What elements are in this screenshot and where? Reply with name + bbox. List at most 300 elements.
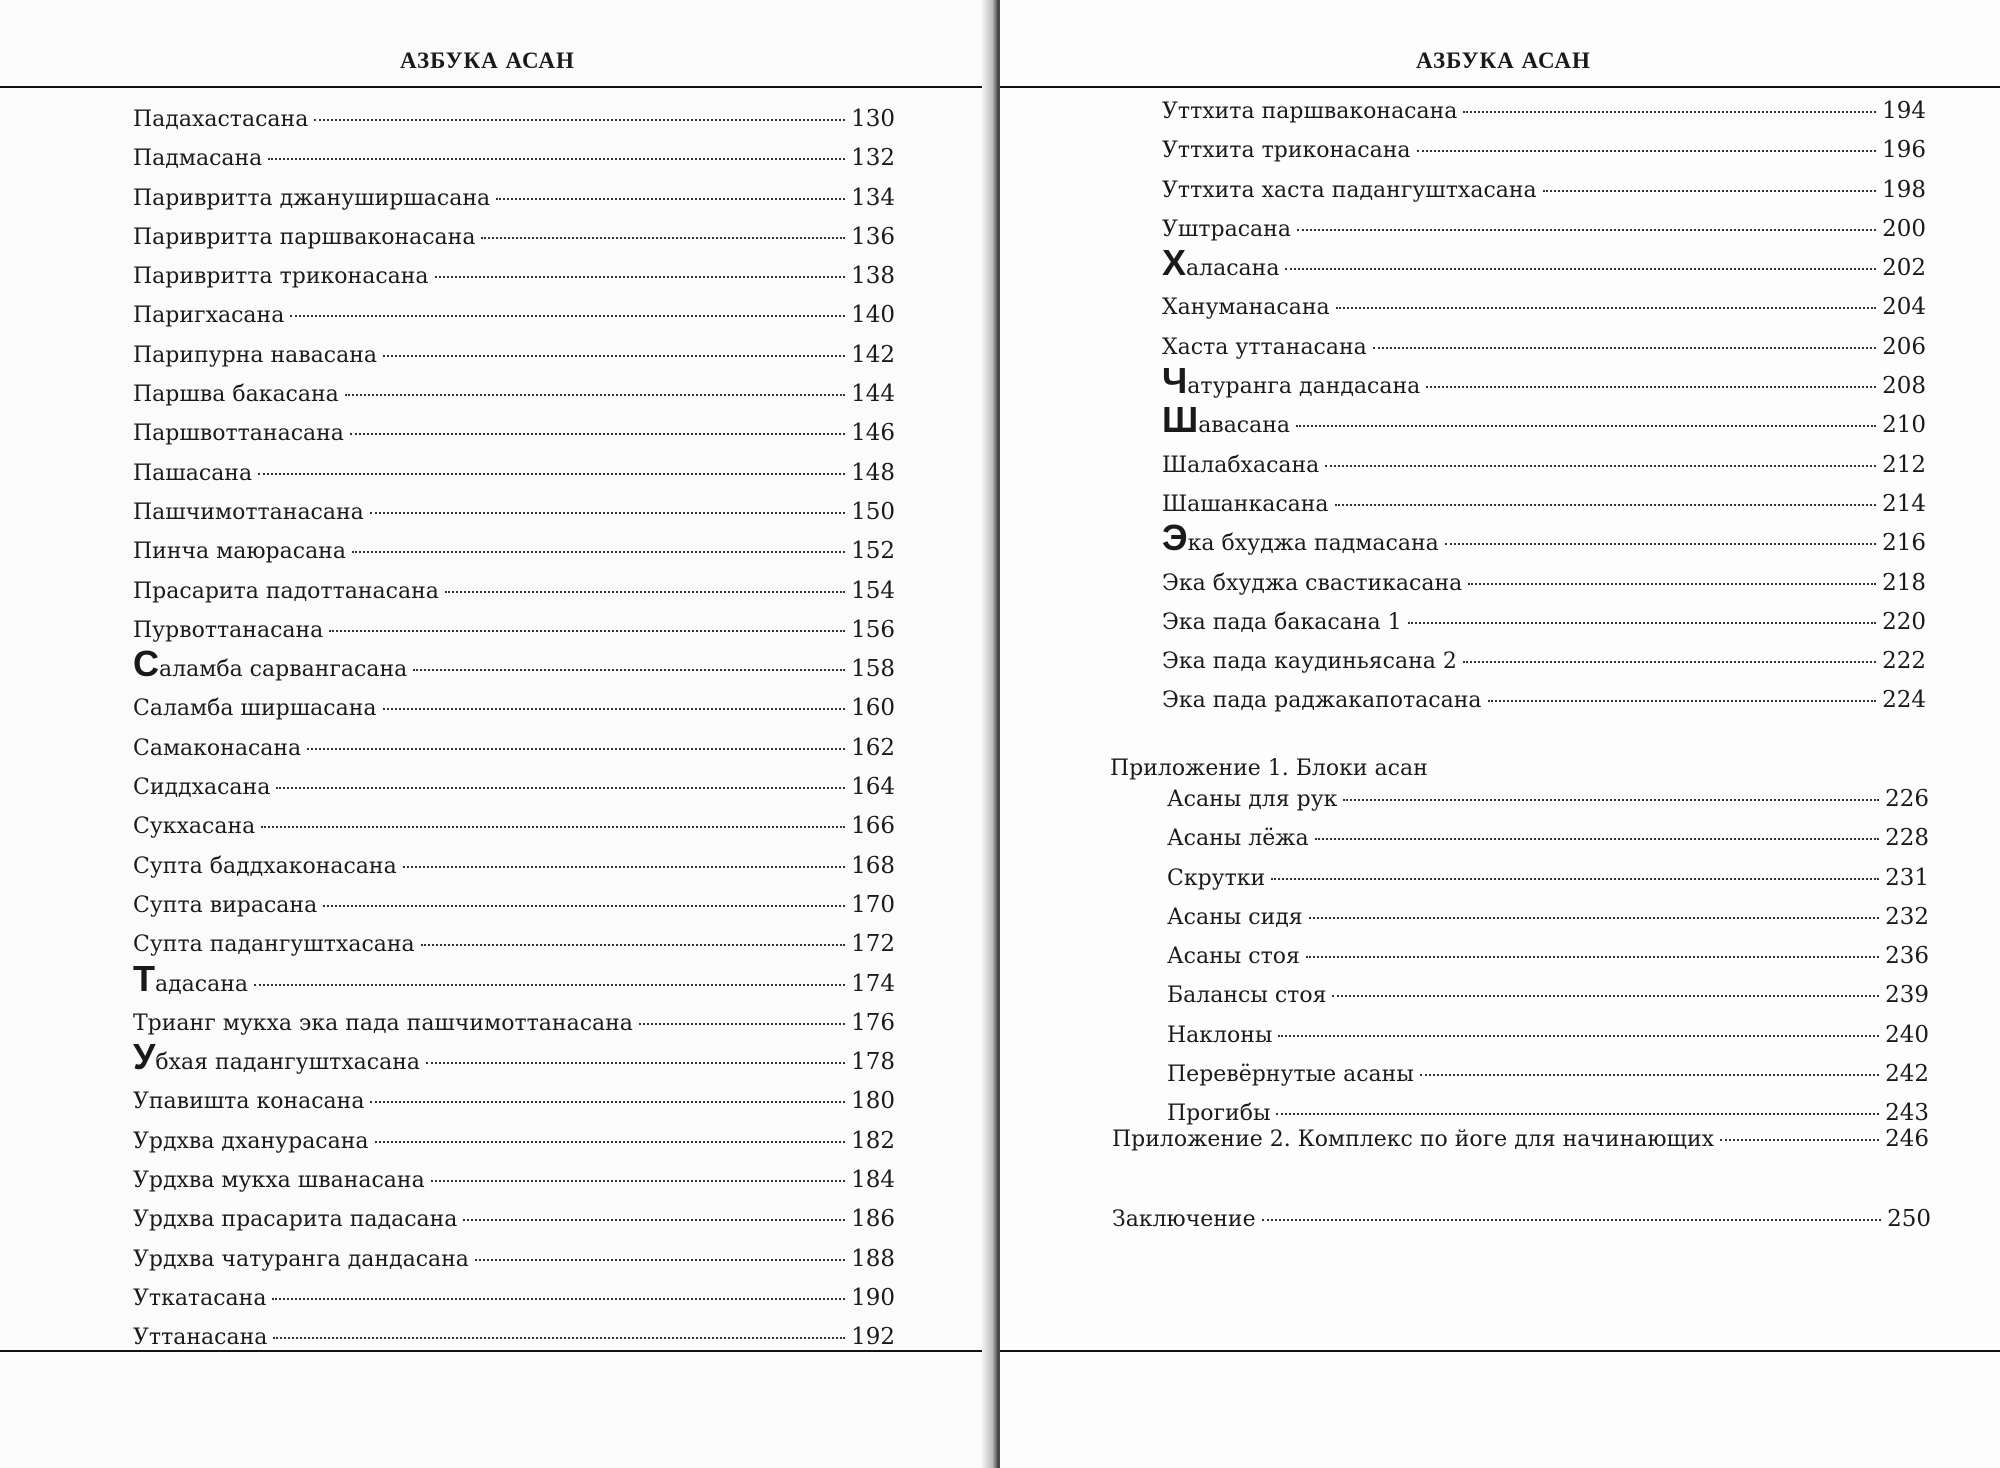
appendix2-label: Приложение 2. Комплекс по йоге для начинающих xyxy=(1112,1127,1715,1152)
toc-entry-page: 239 xyxy=(1885,982,1929,1009)
toc-entry-title xyxy=(133,376,339,414)
toc-entry-page: 158 xyxy=(851,656,895,683)
toc-entry-page: 210 xyxy=(1882,412,1926,439)
dot-leader xyxy=(435,276,846,278)
toc-entry-text: Уттанасана xyxy=(133,1325,268,1351)
dot-leader xyxy=(426,1062,845,1064)
toc-entry-text: Супта падангуштхасана xyxy=(133,932,415,958)
toc-entry-page: 228 xyxy=(1885,825,1929,852)
toc-entry-page: 204 xyxy=(1882,294,1926,321)
toc-entry-page: 132 xyxy=(851,145,895,172)
toc-entry-title xyxy=(133,957,248,1004)
dot-leader xyxy=(403,866,845,868)
toc-entry-page: 138 xyxy=(851,263,895,290)
toc-entry-page: 218 xyxy=(1882,569,1926,596)
drop-capital: С xyxy=(133,643,159,685)
dot-leader xyxy=(375,1141,846,1143)
toc-entry-text: Эка пада каудиньясана 2 xyxy=(1162,649,1457,675)
toc-entry xyxy=(133,414,895,453)
dot-leader xyxy=(290,315,845,317)
toc-entry xyxy=(133,1082,895,1121)
toc-entry-page: 220 xyxy=(1882,608,1926,635)
toc-entry-text: Трианг мукха эка пада пашчимоттанасана xyxy=(133,1010,633,1036)
toc-entry-page: 148 xyxy=(851,459,895,486)
dot-leader xyxy=(1343,799,1879,801)
conclusion-entry xyxy=(1112,1206,1931,1232)
toc-entry xyxy=(1162,564,1926,603)
toc-entry xyxy=(133,532,895,571)
dot-leader xyxy=(268,158,845,160)
toc-entry-title xyxy=(133,1083,364,1121)
appendix1-title-text: Приложение 1. Блоки асан xyxy=(1110,756,1428,781)
toc-entry-text: Сиддхасана xyxy=(133,775,271,801)
toc-entry xyxy=(1167,859,1929,898)
toc-entry-title xyxy=(133,297,284,335)
toc-entry-text: Асаны лёжа xyxy=(1167,826,1309,852)
toc-entry xyxy=(133,257,895,296)
toc-entry-text: Падмасана xyxy=(133,146,263,172)
toc-entry-title xyxy=(1167,820,1309,858)
toc-entry-title xyxy=(133,1280,266,1318)
toc-entry-page: 208 xyxy=(1882,373,1926,400)
drop-capital: Х xyxy=(1162,242,1187,284)
toc-entry-text: Прасарита падоттанасана xyxy=(133,578,439,604)
toc-entry-page: 222 xyxy=(1882,648,1926,675)
toc-entry-page: 196 xyxy=(1882,137,1926,164)
appendix2-page: 246 xyxy=(1885,1126,1929,1152)
toc-entry-page: 174 xyxy=(851,970,895,997)
toc-entry xyxy=(133,925,895,964)
toc-entry xyxy=(1162,642,1926,681)
drop-capital: Э xyxy=(1162,517,1188,559)
toc-entry xyxy=(133,179,895,218)
toc-entry-title xyxy=(133,1162,425,1200)
toc-entry-title xyxy=(1167,860,1265,898)
dot-leader xyxy=(1463,111,1876,113)
header-rule-right xyxy=(1000,86,2000,88)
toc-entry-page: 152 xyxy=(851,538,895,565)
toc-entry xyxy=(133,1036,895,1082)
toc-entry-text: Асаны сидя xyxy=(1167,904,1303,930)
toc-entry xyxy=(1162,517,1926,563)
appendix1-list xyxy=(1167,780,1929,1134)
toc-entry xyxy=(133,1161,895,1200)
toc-entry-text: авасана xyxy=(1198,413,1291,439)
toc-entry-page: 134 xyxy=(851,184,895,211)
toc-entry xyxy=(133,218,895,257)
dot-leader xyxy=(307,748,845,750)
toc-entry xyxy=(133,689,895,728)
toc-entry-page: 178 xyxy=(851,1049,895,1076)
toc-entry-title xyxy=(1162,517,1439,563)
toc-entry xyxy=(1162,131,1926,170)
dot-leader xyxy=(383,708,846,710)
dot-leader xyxy=(1543,190,1876,192)
toc-entry-page: 156 xyxy=(851,616,895,643)
toc-entry-text: Шашанкасана xyxy=(1162,491,1329,517)
dot-leader xyxy=(329,630,845,632)
dot-leader xyxy=(1296,425,1876,427)
toc-entry-title xyxy=(133,101,308,139)
toc-entry xyxy=(133,1240,895,1279)
toc-entry-title xyxy=(133,612,323,650)
toc-entry-title xyxy=(1162,360,1421,406)
dot-leader xyxy=(1445,543,1876,545)
toc-entry-title xyxy=(133,887,317,925)
toc-entry xyxy=(133,729,895,768)
dot-leader xyxy=(1297,229,1876,231)
toc-entry xyxy=(1162,360,1926,406)
toc-entry-page: 136 xyxy=(851,223,895,250)
toc-entry-title xyxy=(133,1201,457,1239)
toc-entry xyxy=(133,807,895,846)
toc-entry xyxy=(1162,171,1926,210)
toc-entry-title xyxy=(133,1005,633,1043)
dot-leader xyxy=(1417,150,1877,152)
dot-leader xyxy=(261,826,845,828)
toc-entry-page: 216 xyxy=(1882,530,1926,557)
toc-entry-page: 182 xyxy=(851,1127,895,1154)
toc-entry-page: 184 xyxy=(851,1167,895,1194)
toc-entry xyxy=(1162,485,1926,524)
dot-leader xyxy=(254,984,845,986)
toc-entry-page: 243 xyxy=(1885,1100,1929,1127)
dot-leader xyxy=(431,1180,845,1182)
toc-entry-page: 164 xyxy=(851,774,895,801)
drop-capital: У xyxy=(133,1036,156,1078)
toc-entry-text: Упавишта конасана xyxy=(133,1089,365,1115)
toc-entry xyxy=(133,643,895,689)
toc-entry xyxy=(1167,780,1929,819)
toc-entry-page: 144 xyxy=(851,381,895,408)
dot-leader xyxy=(1408,622,1877,624)
toc-entry-title xyxy=(1167,781,1337,819)
toc-entry-text: Пурвоттанасана xyxy=(133,617,324,643)
toc-entry xyxy=(133,493,895,532)
toc-entry-page: 192 xyxy=(851,1324,895,1351)
toc-entry-title xyxy=(1162,242,1280,288)
dot-leader xyxy=(1276,1113,1879,1115)
toc-entry-title xyxy=(1162,172,1537,210)
toc-entry xyxy=(133,336,895,375)
toc-entry-text: Уттхита паршваконасана xyxy=(1162,99,1458,124)
dot-leader xyxy=(1488,700,1877,702)
toc-entry-title xyxy=(133,1241,469,1279)
toc-entry-page: 186 xyxy=(851,1206,895,1233)
toc-entry-page: 188 xyxy=(851,1245,895,1272)
toc-entry-title xyxy=(133,455,252,493)
toc-entry-title xyxy=(1162,643,1457,681)
toc-entry-page: 170 xyxy=(851,891,895,918)
toc-entry-page: 226 xyxy=(1885,786,1929,812)
toc-entry-page: 198 xyxy=(1882,176,1926,203)
toc-entry xyxy=(1162,210,1926,249)
toc-entry-text: Паршвоттанасана xyxy=(133,421,344,447)
dot-leader xyxy=(1306,956,1879,958)
toc-entry-page: 200 xyxy=(1882,215,1926,242)
dot-leader xyxy=(413,669,845,671)
drop-capital: Т xyxy=(133,957,155,999)
toc-entry-title xyxy=(133,180,490,218)
toc-entry-text: Эка пада раджакапотасана xyxy=(1162,688,1482,714)
dot-leader xyxy=(1315,838,1879,840)
dot-leader xyxy=(481,237,845,239)
dot-leader xyxy=(370,1101,845,1103)
toc-entry-title xyxy=(1162,132,1411,170)
toc-entry-text: Пашасана xyxy=(133,460,253,486)
dot-leader xyxy=(445,591,845,593)
toc-entry-title xyxy=(133,258,429,296)
dot-leader xyxy=(350,433,845,435)
toc-entry-title xyxy=(133,415,344,453)
header-rule-left xyxy=(0,86,985,88)
toc-entry-page: 202 xyxy=(1882,255,1926,282)
toc-entry-page: 146 xyxy=(851,420,895,447)
conclusion-label: Заключение xyxy=(1112,1207,1256,1232)
toc-entry-title xyxy=(1167,977,1326,1015)
toc-entry-text: Супта баддхаконасана xyxy=(133,853,397,879)
toc-entry-page: 231 xyxy=(1885,864,1929,891)
toc-entry-text: Асаны стоя xyxy=(1167,944,1300,970)
toc-entry-text: Пинча маюрасана xyxy=(133,539,346,565)
toc-entry-page: 240 xyxy=(1885,1021,1929,1048)
toc-entry-text: Падахастасана xyxy=(133,107,309,132)
toc-entry-title xyxy=(1162,329,1367,367)
toc-entry xyxy=(133,611,895,650)
dot-leader xyxy=(1373,347,1876,349)
toc-entry xyxy=(1167,937,1929,976)
toc-entry xyxy=(1162,399,1926,445)
toc-entry-text: Супта вирасана xyxy=(133,892,318,918)
toc-entry-text: Эка пада бакасана 1 xyxy=(1162,609,1402,635)
dot-leader xyxy=(1271,878,1879,880)
toc-entry-text: Сукхасана xyxy=(133,814,256,840)
toc-entry xyxy=(133,375,895,414)
toc-entry xyxy=(1162,242,1926,288)
dot-leader xyxy=(1468,583,1876,585)
dot-leader xyxy=(1720,1139,1879,1141)
dot-leader xyxy=(383,355,845,357)
toc-entry xyxy=(1162,681,1926,720)
toc-entry-title xyxy=(133,573,439,611)
toc-entry-text: Асаны для рук xyxy=(1167,787,1338,812)
toc-entry xyxy=(1167,898,1929,937)
dot-leader xyxy=(1309,917,1879,919)
toc-entry-text: Паригхасана xyxy=(133,303,285,329)
toc-entry-title xyxy=(133,533,346,571)
dot-leader xyxy=(1278,1035,1879,1037)
footer-rule-right xyxy=(1000,1350,2000,1352)
dot-leader xyxy=(323,905,845,907)
toc-entry-text: Пашчимоттанасана xyxy=(133,499,364,525)
toc-entry xyxy=(1162,603,1926,642)
toc-entry-title xyxy=(1162,93,1457,131)
dot-leader xyxy=(496,198,845,200)
dot-leader xyxy=(1285,268,1876,270)
toc-entry xyxy=(133,572,895,611)
toc-entry-text: бхая падангуштхасана xyxy=(155,1050,420,1076)
toc-entry xyxy=(133,296,895,335)
toc-entry-text: Паршва бакасана xyxy=(133,382,339,408)
dot-leader xyxy=(1463,661,1876,663)
dot-leader xyxy=(1336,307,1876,309)
toc-entry-text: Паривритта паршваконасана xyxy=(133,224,476,250)
toc-entry-page: 206 xyxy=(1882,333,1926,360)
toc-entry-title xyxy=(1167,938,1300,976)
toc-entry xyxy=(1167,1016,1929,1055)
toc-entry xyxy=(1167,1055,1929,1094)
toc-entry-text: Урдхва дханурасана xyxy=(133,1128,369,1154)
toc-entry-text: Саламба ширшасана xyxy=(133,696,377,722)
left-page xyxy=(0,0,990,1468)
toc-entry-text: Наклоны xyxy=(1167,1022,1273,1048)
toc-entry-title xyxy=(133,643,408,689)
toc-entry-title xyxy=(133,926,415,964)
toc-entry-page: 236 xyxy=(1885,943,1929,970)
toc-entry xyxy=(133,1200,895,1239)
dot-leader xyxy=(639,1023,845,1025)
toc-entry xyxy=(133,768,895,807)
toc-entry-text: Уттхита хаста падангуштхасана xyxy=(1162,177,1537,203)
dot-leader xyxy=(1332,995,1879,997)
toc-entry-title xyxy=(1167,1056,1414,1094)
toc-entry xyxy=(1162,446,1926,485)
right-page xyxy=(1000,0,2000,1468)
toc-entry-text: Шалабхасана xyxy=(1162,452,1320,478)
toc-entry-title xyxy=(133,690,377,728)
toc-entry-page: 194 xyxy=(1882,98,1926,124)
toc-entry-text: Паривритта триконасана xyxy=(133,264,429,290)
toc-entry-title xyxy=(1162,289,1330,327)
toc-entry-text: Самаконасана xyxy=(133,735,302,761)
footer-rule-left xyxy=(0,1350,985,1352)
toc-entry-title xyxy=(1162,447,1319,485)
dot-leader xyxy=(273,1337,845,1339)
toc-entry xyxy=(133,1279,895,1318)
toc-entry-page: 180 xyxy=(851,1088,895,1115)
toc-entry-page: 232 xyxy=(1885,903,1929,930)
toc-entry xyxy=(1162,288,1926,327)
conclusion-page: 250 xyxy=(1887,1206,1931,1232)
toc-entry-page: 140 xyxy=(851,302,895,329)
toc-entry-title xyxy=(1167,1017,1272,1055)
dot-leader xyxy=(1325,465,1876,467)
dot-leader xyxy=(1426,386,1876,388)
dot-leader xyxy=(1420,1074,1879,1076)
toc-entry-page: 242 xyxy=(1885,1061,1929,1088)
toc-entry-page: 190 xyxy=(851,1284,895,1311)
toc-entry-text: Урдхва прасарита падасана xyxy=(133,1207,458,1233)
drop-capital: Ч xyxy=(1162,360,1188,402)
dot-leader xyxy=(345,394,845,396)
toc-entry xyxy=(133,1122,895,1161)
dot-leader xyxy=(314,119,845,121)
dot-leader xyxy=(1335,504,1877,506)
toc-entry-title xyxy=(1162,682,1482,720)
toc-entry-text: Прогибы xyxy=(1167,1101,1271,1127)
toc-entry xyxy=(1162,328,1926,367)
dot-leader xyxy=(463,1219,845,1221)
toc-entry-page: 142 xyxy=(851,341,895,368)
dot-leader xyxy=(421,944,845,946)
toc-entry-page: 212 xyxy=(1882,451,1926,478)
dot-leader xyxy=(475,1259,845,1261)
toc-entry-page: 176 xyxy=(851,1009,895,1036)
toc-entry-title xyxy=(1162,565,1462,603)
toc-entry-title xyxy=(133,494,364,532)
toc-entry-page: 172 xyxy=(851,931,895,958)
dot-leader xyxy=(1262,1219,1881,1221)
toc-entry-text: Эка бхуджа свастикасана xyxy=(1162,570,1463,596)
toc-list-left xyxy=(133,100,895,1358)
toc-entry-page: 224 xyxy=(1882,687,1926,714)
toc-entry-title xyxy=(133,808,255,846)
toc-entry-text: Урдхва чатуранга дандасана xyxy=(133,1246,469,1272)
toc-entry-page: 166 xyxy=(851,813,895,840)
toc-entry-title xyxy=(133,140,262,178)
toc-entry-text: Балансы стоя xyxy=(1167,983,1327,1009)
toc-entry-page: 154 xyxy=(851,577,895,604)
toc-entry-text: ка бхуджа падмасана xyxy=(1187,531,1439,557)
toc-entry-text: Перевёрнутые асаны xyxy=(1167,1062,1414,1088)
toc-entry xyxy=(1167,976,1929,1015)
toc-entry xyxy=(1167,819,1929,858)
toc-entry-title xyxy=(133,337,377,375)
toc-entry-title xyxy=(1167,899,1303,937)
toc-entry-text: Урдхва мукха шванасана xyxy=(133,1168,425,1194)
toc-entry xyxy=(133,100,895,139)
toc-entry-text: атуранга дандасана xyxy=(1187,374,1421,400)
toc-entry-text: Паривритта джануширшасана xyxy=(133,185,491,211)
toc-entry xyxy=(1162,92,1926,131)
dot-leader xyxy=(276,787,845,789)
dot-leader xyxy=(272,1298,845,1300)
toc-entry-title xyxy=(1162,604,1402,642)
toc-entry-text: Скрутки xyxy=(1167,865,1266,891)
toc-entry-page: 130 xyxy=(851,106,895,132)
toc-entry xyxy=(133,847,895,886)
toc-entry-text: аласана xyxy=(1186,256,1280,282)
toc-entry-text: Хануманасана xyxy=(1162,295,1330,321)
toc-entry-text: Хаста уттанасана xyxy=(1162,334,1367,360)
toc-entry xyxy=(133,957,895,1004)
toc-entry xyxy=(133,1004,895,1043)
toc-entry-text: адасана xyxy=(155,971,248,997)
running-head-left: АЗБУКА АСАН xyxy=(400,48,575,73)
dot-leader xyxy=(370,512,845,514)
toc-entry-page: 150 xyxy=(851,498,895,525)
appendix2-entry xyxy=(1112,1126,1929,1152)
toc-entry-text: Уттхита триконасана xyxy=(1162,138,1411,164)
toc-entry-page: 214 xyxy=(1882,490,1926,517)
toc-entry-title xyxy=(133,769,270,807)
toc-entry xyxy=(133,139,895,178)
toc-entry-text: аламба сарвангасана xyxy=(159,657,408,683)
toc-entry-text: Уткатасана xyxy=(133,1285,267,1311)
toc-entry-text: Уштрасана xyxy=(1162,216,1291,242)
drop-capital: Ш xyxy=(1162,399,1199,441)
toc-entry-title xyxy=(133,219,475,257)
toc-entry-title xyxy=(133,1123,369,1161)
toc-entry-page: 162 xyxy=(851,734,895,761)
toc-entry-page: 160 xyxy=(851,695,895,722)
toc-entry-title xyxy=(133,1036,420,1082)
running-head-right: АЗБУКА АСАН xyxy=(1416,48,1591,73)
toc-entry-text: Парипурна навасана xyxy=(133,342,378,368)
toc-entry xyxy=(133,886,895,925)
dot-leader xyxy=(258,473,845,475)
toc-list-right xyxy=(1162,92,1926,721)
